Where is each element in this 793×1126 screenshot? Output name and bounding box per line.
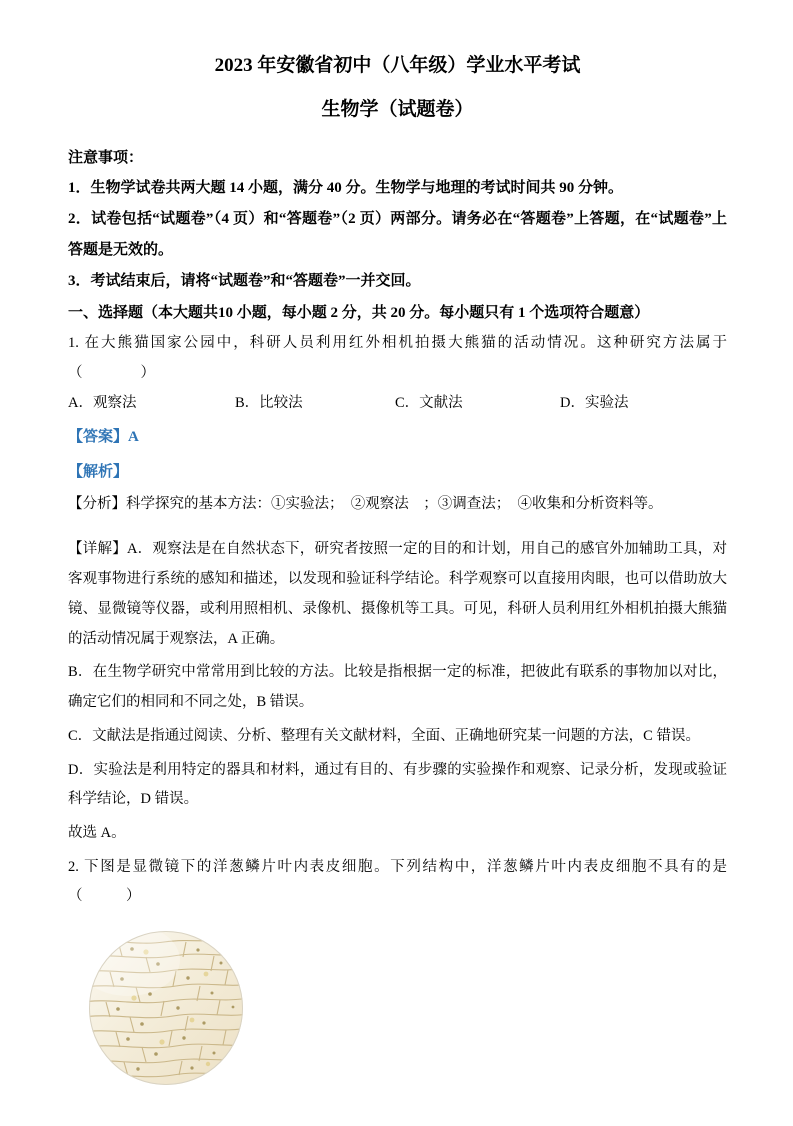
question-2-figure <box>88 930 727 1086</box>
question-1-detail-a: 【详解】A．观察法是在自然状态下，研究者按照一定的目的和计划，用自己的感官外加辅助工具，对客观事物进行系统的感知和描述，以发现和验证科学结论。科学观察可以直接用肉眼，也可以借助放大镜、显微镜等仪器，或利用照相机、录像机、摄像机等工具。可见，科研人员利用红外相机拍摄大熊猫的活动情况属于观察法，A 正确。 <box>68 541 727 647</box>
onion-epidermis-micrograph-image <box>88 930 244 1086</box>
question-1-option-b: B．比较法 <box>235 394 303 411</box>
question-1-option-a: A．观察法 <box>68 394 137 411</box>
question-1-answer-label: 【答案】A <box>68 429 139 446</box>
notice-item-1: 1．生物学试卷共两大题 14 小题，满分 40 分。生物学与地理的考试时间共 90 分钟。 <box>68 180 624 197</box>
question-1-option-c: C．文献法 <box>395 394 463 411</box>
notice-item-3: 3．考试结束后，请将“试题卷”和“答题卷”一并交回。 <box>68 272 421 289</box>
question-1-detail-d: D．实验法是利用特定的器具和材料，通过有目的、有步骤的实验操作和观察、记录分析，发现或验证科学结论，D 错误。 <box>68 761 727 808</box>
question-1-options <box>68 389 727 419</box>
notice-item-2: 2．试卷包括“试题卷”（4 页）和“答题卷”（2 页）两部分。请务必在“答题卷”上答题，在“试题卷”上答题是无效的。 <box>68 211 727 258</box>
notice-heading: 注意事项： <box>68 149 144 166</box>
question-1-detail-c: C．文献法是指通过阅读、分析、整理有关文献材料，全面、正确地研究某一问题的方法，C 错误。 <box>68 727 700 744</box>
question-1-explanation-label: 【解析】 <box>68 464 129 480</box>
question-1-analysis: 【分析】科学探究的基本方法：①实验法； ②观察法 ；③调查法； ④收集和分析资料等。 <box>68 495 663 512</box>
question-2-stem: 2. 下图是显微镜下的洋葱鳞片叶内表皮细胞。下列结构中，洋葱鳞片叶内表皮细胞不具有的是（ ） <box>68 858 727 905</box>
question-1-conclusion: 故选 A。 <box>68 824 126 841</box>
question-1-stem: 1. 在大熊猫国家公园中，科研人员利用红外相机拍摄大熊猫的活动情况。这种研究方法属于（ ） <box>68 335 727 381</box>
exam-subtitle: 生物学（试题卷） <box>321 99 474 121</box>
question-1-option-d: D．实验法 <box>560 394 629 411</box>
exam-title: 2023 年安徽省初中（八年级）学业水平考试 <box>214 55 581 76</box>
question-1-detail-b: B．在生物学研究中常常用到比较的方法。比较是指根据一定的标准，把彼此有联系的事物加以对比，确定它们的相同和不同之处，B 错误。 <box>68 664 727 711</box>
section-heading: 一、选择题（本大题共10 小题，每小题 2 分，共 20 分。每小题只有 1 个选项符合题意） <box>68 305 650 322</box>
